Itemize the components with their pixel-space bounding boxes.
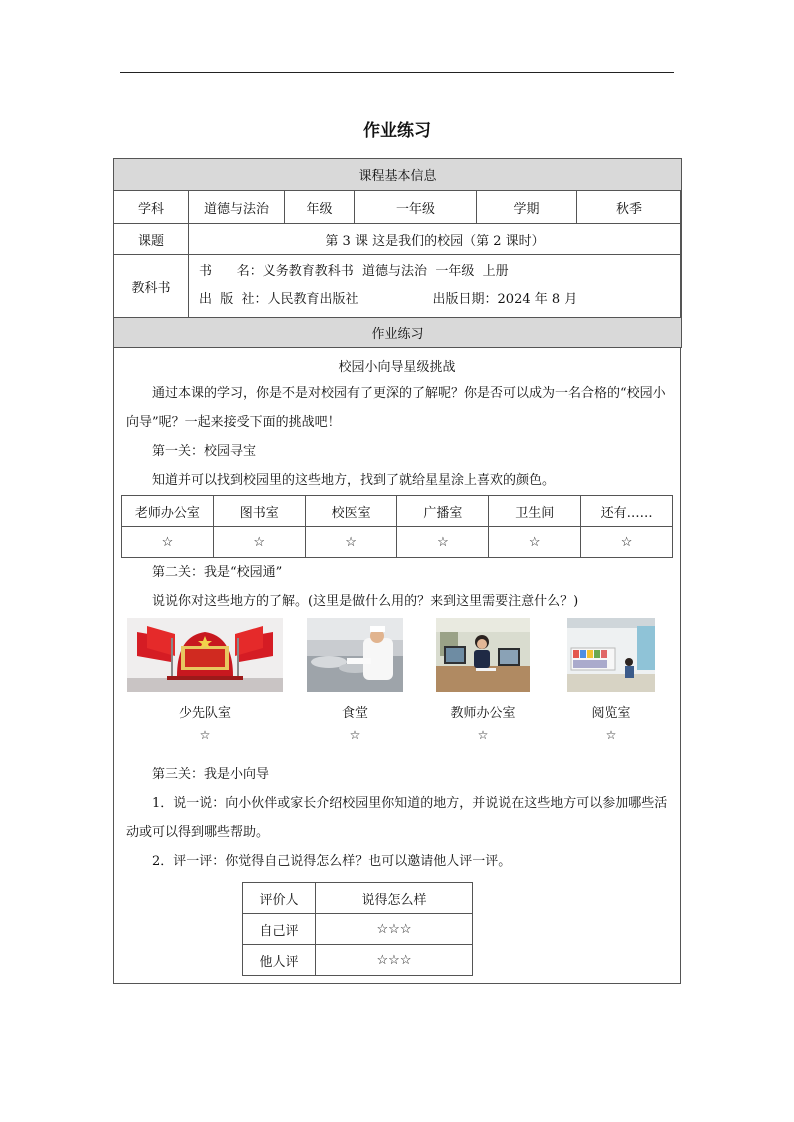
place-cell: 卫生间 bbox=[489, 496, 581, 527]
level1-desc: 知道并可以找到校园里的这些地方，找到了就给星星涂上喜欢的颜色。 bbox=[152, 473, 556, 488]
place-cell: 校医室 bbox=[305, 496, 397, 527]
photo-label: 阅览室 bbox=[591, 706, 631, 721]
term-value: 秋季 bbox=[577, 191, 682, 224]
topic-value: 第 3 课 这是我们的校园（第 2 课时） bbox=[189, 224, 682, 255]
eval-header-evaluator: 评价人 bbox=[243, 883, 316, 914]
star-icon: ☆ bbox=[581, 527, 673, 558]
homework-content bbox=[114, 348, 680, 976]
eval-header-rating: 说得怎么样 bbox=[316, 883, 473, 914]
place-cell: 广播室 bbox=[397, 496, 489, 527]
place-cell: 图书室 bbox=[213, 496, 305, 527]
level3-title: 第三关：我是小向导 bbox=[152, 767, 270, 782]
place-cell: 老师办公室 bbox=[122, 496, 214, 527]
star-icon: ☆ bbox=[397, 527, 489, 558]
course-info-table bbox=[113, 158, 682, 348]
textbook-details bbox=[189, 255, 682, 318]
grade-value: 一年级 bbox=[355, 191, 477, 224]
page-title: 作业练习 bbox=[363, 121, 431, 141]
level1-title: 第一关：校园寻宝 bbox=[152, 444, 257, 459]
pioneer-room-photo bbox=[127, 618, 283, 692]
publisher: 出 版 社：人民教育出版社 bbox=[199, 292, 359, 307]
subject-value: 道德与法治 bbox=[189, 191, 285, 224]
level3-item2: 2．评一评：你觉得自己说得怎么样？也可以邀请他人评一评。 bbox=[152, 854, 512, 869]
header-rule bbox=[120, 72, 674, 73]
star-icon: ☆ bbox=[305, 527, 397, 558]
course-info-header: 课程基本信息 bbox=[114, 159, 682, 191]
topic-label: 课题 bbox=[114, 224, 189, 255]
eval-stars: ☆☆☆ bbox=[316, 914, 473, 945]
teacher-office-photo bbox=[436, 618, 530, 692]
level2-desc: 说说你对这些地方的了解。(这里是做什么用的？来到这里需要注意什么？) bbox=[152, 594, 579, 609]
challenge-title: 校园小向导星级挑战 bbox=[338, 360, 456, 375]
star-icon: ☆ bbox=[605, 728, 617, 742]
subject-label: 学科 bbox=[114, 191, 189, 224]
publisher-line bbox=[199, 286, 681, 314]
eval-who: 自己评 bbox=[243, 914, 316, 945]
reading-room-photo bbox=[567, 618, 655, 692]
grade-label: 年级 bbox=[285, 191, 355, 224]
star-icon: ☆ bbox=[349, 728, 361, 742]
places-table bbox=[121, 495, 673, 558]
eval-stars: ☆☆☆ bbox=[316, 945, 473, 976]
evaluation-table bbox=[242, 882, 473, 976]
textbook-label: 教科书 bbox=[114, 255, 189, 318]
photo-label: 少先队室 bbox=[178, 706, 231, 721]
level3-item1: 1．说一说：向小伙伴或家长介绍校园里你知道的地方，并说说在这些地方可以参加哪些活动或可以得到哪些帮助。 bbox=[126, 796, 668, 840]
star-icon: ☆ bbox=[213, 527, 305, 558]
place-cell: 还有…… bbox=[581, 496, 673, 527]
star-icon: ☆ bbox=[477, 728, 489, 742]
worksheet-frame bbox=[113, 158, 681, 984]
level2-title: 第二关：我是“校园通” bbox=[152, 565, 283, 580]
star-icon: ☆ bbox=[122, 527, 214, 558]
intro-paragraph: 通过本课的学习，你是不是对校园有了更深的了解呢？你是否可以成为一名合格的“校园小向导”呢？一起来接受下面的挑战吧！ bbox=[126, 386, 666, 430]
publish-date: 出版日期：2024 年 8 月 bbox=[432, 292, 578, 307]
star-icon: ☆ bbox=[489, 527, 581, 558]
term-label: 学期 bbox=[477, 191, 577, 224]
photo-label: 教师办公室 bbox=[450, 706, 516, 721]
eval-who: 他人评 bbox=[243, 945, 316, 976]
canteen-photo bbox=[307, 618, 403, 692]
photo-label: 食堂 bbox=[341, 706, 368, 721]
book-name-line: 书 名：义务教育教科书 道德与法治 一年级 上册 bbox=[199, 264, 509, 279]
homework-header: 作业练习 bbox=[114, 318, 682, 348]
star-icon: ☆ bbox=[199, 728, 211, 742]
photo-gallery bbox=[114, 618, 680, 760]
